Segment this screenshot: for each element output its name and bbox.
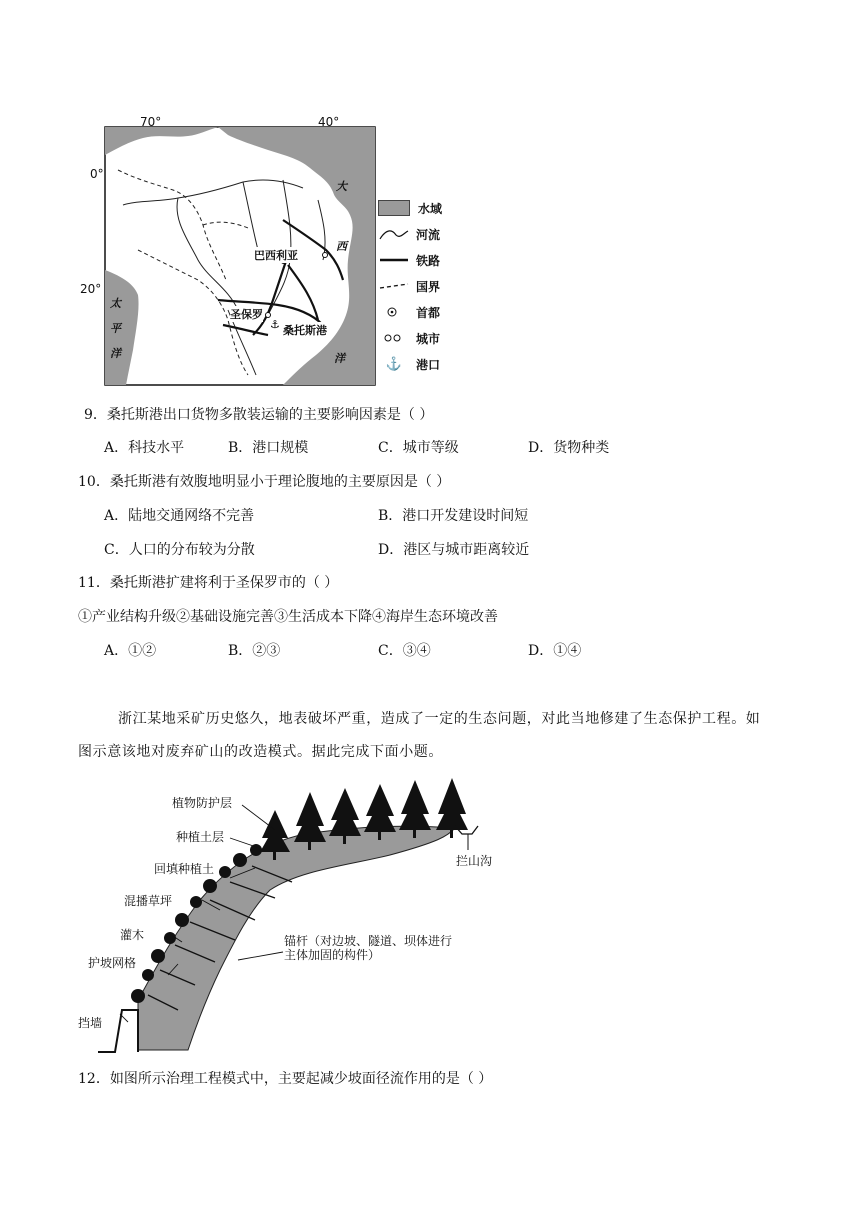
lat-label-0: 0°	[90, 167, 104, 181]
label-slope-mesh: 护坡网格	[88, 956, 137, 970]
question-11-stem: 11．桑托斯港扩建将利于圣保罗市的（ ）	[78, 575, 339, 591]
question-10-option-c[interactable]: C．人口的分布较为分散	[104, 542, 255, 558]
question-11-option-b[interactable]: B．②③	[228, 643, 281, 659]
label-anchor-rod-1: 锚杆（对边坡、隧道、坝体进行	[284, 934, 453, 948]
legend-city: 城市	[416, 331, 441, 346]
question-12-stem: 12．如图所示治理工程模式中，主要起减少坡面径流作用的是（ ）	[78, 1071, 493, 1087]
question-9-option-b[interactable]: B．港口规模	[228, 440, 309, 456]
legend-water: 水域	[418, 201, 443, 216]
question-9-option-a[interactable]: A．科技水平	[104, 440, 185, 456]
pacific-label-3: 洋	[110, 347, 121, 360]
legend-river: 河流	[416, 227, 441, 242]
question-9-stem: 9．桑托斯港出口货物多散装运输的主要影响因素是（ ）	[84, 407, 434, 423]
question-10-stem: 10．桑托斯港有效腹地明显小于理论腹地的主要原因是（ ）	[78, 474, 451, 490]
capital-symbol-icon	[378, 305, 410, 319]
slope-diagram	[70, 770, 530, 1060]
question-11-option-c[interactable]: C．③④	[378, 643, 431, 659]
pacific-label-1: 太	[110, 297, 121, 310]
city-label-brasilia: 巴西利亚	[254, 249, 298, 262]
river-line-icon	[378, 227, 410, 241]
label-mixed-grass: 混播草坪	[124, 894, 173, 908]
question-11-option-d[interactable]: D．①④	[528, 643, 582, 659]
label-backfill-soil: 回填种植土	[154, 862, 215, 876]
label-retaining-wall: 挡墙	[78, 1016, 103, 1030]
question-10-option-b[interactable]: B．港口开发建设时间短	[378, 508, 529, 524]
legend-port: 港口	[416, 357, 441, 372]
question-11-statements: ①产业结构升级②基础设施完善③生活成本下降④海岸生态环境改善	[78, 609, 498, 625]
label-plant-layer: 植物防护层	[172, 796, 233, 810]
question-9-option-d[interactable]: D．货物种类	[528, 440, 610, 456]
lat-label-20: 20°	[80, 282, 102, 296]
city-symbol-icon	[378, 331, 410, 345]
lon-label-40: 40°	[318, 115, 340, 129]
atlantic-label-3: 洋	[334, 352, 345, 365]
passage-line-2: 图示意该地对废弃矿山的改造模式。据此完成下面小题。	[78, 744, 443, 760]
question-9-option-c[interactable]: C．城市等级	[378, 440, 459, 456]
question-10-option-a[interactable]: A．陆地交通网络不完善	[104, 508, 255, 524]
anchor-symbol-icon: ⚓	[385, 356, 403, 372]
railway-line-icon	[378, 253, 410, 267]
map-figure	[78, 110, 458, 395]
legend-railway: 铁路	[416, 253, 441, 268]
label-interception-ditch: 拦山沟	[456, 854, 493, 868]
map-legend	[378, 195, 458, 377]
question-11-option-a[interactable]: A．①②	[104, 643, 157, 659]
border-dashed-icon	[378, 279, 410, 293]
label-anchor-rod-2: 主体加固的构件）	[284, 948, 381, 962]
atlantic-label-1: 大	[336, 180, 347, 193]
water-swatch-icon	[378, 200, 410, 216]
label-soil-layer: 种植土层	[176, 830, 225, 844]
question-10-option-d[interactable]: D．港区与城市距离较近	[378, 542, 530, 558]
svg-text:⚓: ⚓	[270, 318, 280, 331]
passage-line-1: 浙江某地采矿历史悠久，地表破坏严重，造成了一定的生态问题，对此当地修建了生态保护工程。如	[118, 711, 761, 727]
label-shrub: 灌木	[120, 928, 145, 942]
atlantic-label-2: 西	[336, 240, 347, 253]
legend-border: 国界	[416, 279, 441, 294]
pacific-label-2: 平	[110, 322, 121, 335]
city-label-sao-paulo: 圣保罗	[230, 308, 263, 321]
legend-capital: 首都	[416, 305, 441, 320]
city-label-santos: 桑托斯港	[283, 324, 327, 337]
lon-label-70: 70°	[140, 115, 162, 129]
slope-engineering-figure	[70, 770, 530, 1060]
